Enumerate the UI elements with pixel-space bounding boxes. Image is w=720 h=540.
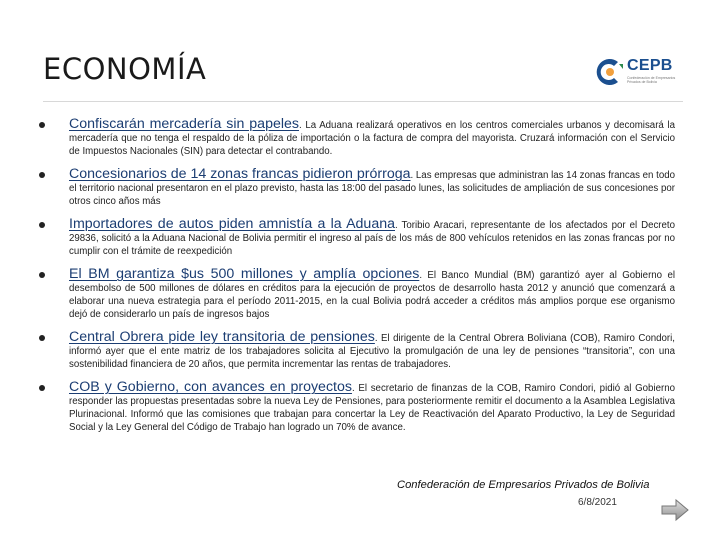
- item-body: . El Banco Mundial (BM) garantizó ayer al Gobierno el desembolso de 500 millones de dólares en créditos para la ejecución de proyectos de desarrollo hasta 2012 y anunció que comenzará a elaborar una nueva estrategia para el período 2011-2015, en la cual Bolivia podrá acceder a créditos más amplios porque ese organismo dejó de considerarlo un país de ingresos bajos: [69, 270, 675, 320]
- bullet-icon: [39, 385, 45, 391]
- news-list: [43, 118, 675, 434]
- list-item: [43, 381, 675, 434]
- bullet-icon: [39, 272, 45, 278]
- bullet-icon: [39, 335, 45, 341]
- item-body: . Las empresas que administran las 14 zonas francas en todo el territorio nacional presentaron en el plazo previsto, hasta las 18:00 del pasado lunes, las solicitudes de ampliación de sus concesiones por otros cinco años más: [69, 170, 675, 207]
- slide-title: ECONOMÍA: [43, 52, 207, 86]
- list-item: [43, 168, 675, 208]
- footer-date: 6/8/2021: [578, 497, 617, 508]
- item-body: . La Aduana realizará operativos en los centros comerciales urbanos y decomisará la mercadería que no tenga el respaldo de la póliza de importación o la factura de compra del mayorista. Cruzará información con el Servicio de Impuestos Nacionales (SIN) para detectar el contrabando.: [69, 120, 675, 157]
- item-headline: COB y Gobierno, con avances en proyectos: [69, 379, 352, 395]
- logo-name: CEPB: [627, 57, 673, 74]
- bullet-icon: [39, 222, 45, 228]
- item-body: . El dirigente de la Central Obrera Boliviana (COB), Ramiro Condori, informó ayer que el ente matriz de los trabajadores solicita al Ejecutivo la promulgación de una ley de pensiones “transitoria”, con una sostenibilidad financiera de 20 años, que permita incrementar las rentas de trabajadores.: [69, 333, 675, 370]
- cepb-logo-icon: [594, 55, 626, 89]
- list-item: [43, 268, 675, 321]
- item-body: . El secretario de finanzas de la COB, Ramiro Condori, pidió al Gobierno responder las propuestas presentadas sobre la nueva Ley de Pensiones, para posteriormente remitir el documento a la Asamblea Legislativa Plurinacional. Informó que las comisiones que trabajan para concertar la Ley de Reactivación del Aparato Productivo, la Ley de Seguridad Social y la Ley General del Código de Trabajo han logrado un 70% de avance.: [69, 383, 675, 433]
- next-arrow-icon[interactable]: [661, 498, 689, 522]
- bullet-icon: [39, 172, 45, 178]
- item-headline: Confiscarán mercadería sin papeles: [69, 116, 299, 132]
- list-item: [43, 218, 675, 258]
- logo-subtitle: Confederación de Empresarios Privados de Bolivia: [627, 76, 676, 84]
- cepb-logo: [594, 55, 678, 91]
- footer-organization: Confederación de Empresarios Privados de Bolivia: [397, 479, 650, 491]
- list-item: [43, 331, 675, 371]
- item-headline: El BM garantiza $us 500 millones y amplía opciones: [69, 266, 420, 282]
- item-headline: Concesionarios de 14 zonas francas pidieron prórroga: [69, 166, 411, 182]
- title-divider: [43, 101, 683, 102]
- list-item: [43, 118, 675, 158]
- item-headline: Importadores de autos piden amnistía a la Aduana: [69, 216, 395, 232]
- item-headline: Central Obrera pide ley transitoria de pensiones: [69, 329, 375, 345]
- bullet-icon: [39, 122, 45, 128]
- item-body: . Toribio Aracari, representante de los afectados por el Decreto 29836, solicitó a la Aduana Nacional de Bolivia permitir el ingreso al país de los más de 800 vehículos retenidos en las zonas francas por no cumplir con el trámite de reexpedición: [69, 220, 675, 257]
